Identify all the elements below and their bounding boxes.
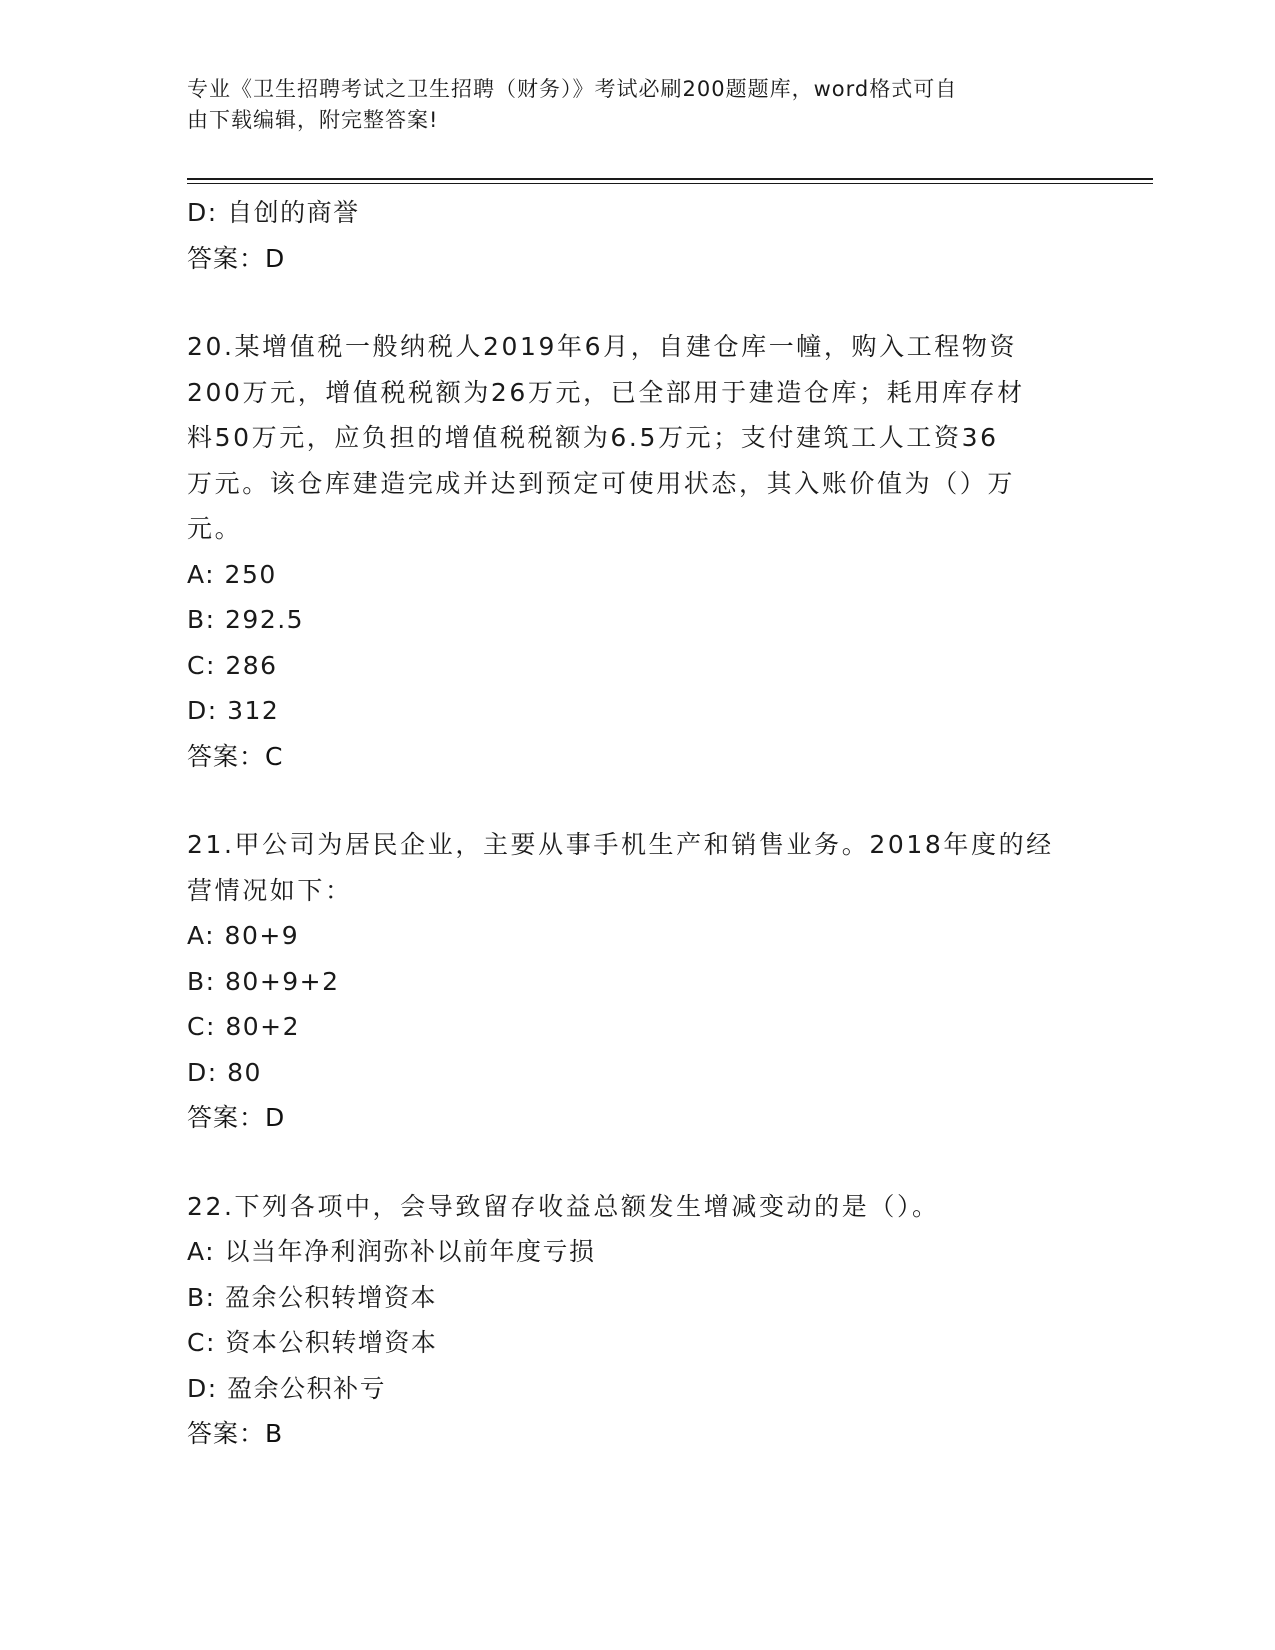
option-a: A: 80+9 [187,921,300,950]
option-a: A: 250 [187,559,277,589]
question-stem-line: 元。 [187,514,243,543]
option-d: D: 盈余公积补亏 [187,1373,387,1403]
question-21 [187,822,1087,1141]
question-stem-line: 21.甲公司为居民企业，主要从事手机生产和销售业务。2018年度的经 [187,830,1054,859]
answer-line: 答案：C [187,741,284,771]
option-b: B: 盈余公积转增资本 [187,1282,438,1312]
header-divider-thin [187,183,1153,184]
question-list [187,190,1087,1457]
question-stem-line: 22.下列各项中，会导致留存收益总额发生增减变动的是（）。 [187,1191,940,1221]
option-d: D: 312 [187,696,280,725]
option-d: D: 自创的商誉 [187,198,360,227]
question-stem-line: 200万元，增值税税额为26万元，已全部用于建造仓库；耗用库存材 [187,377,1025,407]
option-c: C: 80+2 [187,1012,300,1041]
previous-question-tail [187,190,1087,281]
option-a: A: 以当年净利润弥补以前年度亏损 [187,1237,596,1266]
question-stem-line: 料50万元，应负担的增值税税额为6.5万元；支付建筑工人工资36 [187,423,999,452]
question-20 [187,324,1087,779]
header-line-1: 专业《卫生招聘考试之卫生招聘（财务）》考试必刷200题题库，word格式可自 [187,77,958,101]
spacer [187,779,1087,822]
option-b: B: 292.5 [187,605,305,634]
option-c: C: 286 [187,650,278,680]
header-line-2: 由下载编辑，附完整答案! [187,108,439,132]
question-stem-line: 营情况如下： [187,875,353,905]
answer-line: 答案：B [187,1419,284,1448]
spacer [187,1141,1087,1184]
spacer [187,281,1087,324]
document-header [187,74,1067,136]
answer-line: 答案：D [187,1103,286,1132]
option-d: D: 80 [187,1057,262,1087]
option-b: B: 80+9+2 [187,966,340,996]
answer-line: 答案：D [187,243,286,273]
option-c: C: 资本公积转增资本 [187,1328,438,1357]
question-stem-line: 万元。该仓库建造完成并达到预定可使用状态，其入账价值为（）万 [187,468,1016,498]
question-stem-line: 20.某增值税一般纳税人2019年6月，自建仓库一幢，购入工程物资 [187,332,1018,361]
question-22 [187,1184,1087,1457]
header-divider-thick [187,178,1153,180]
